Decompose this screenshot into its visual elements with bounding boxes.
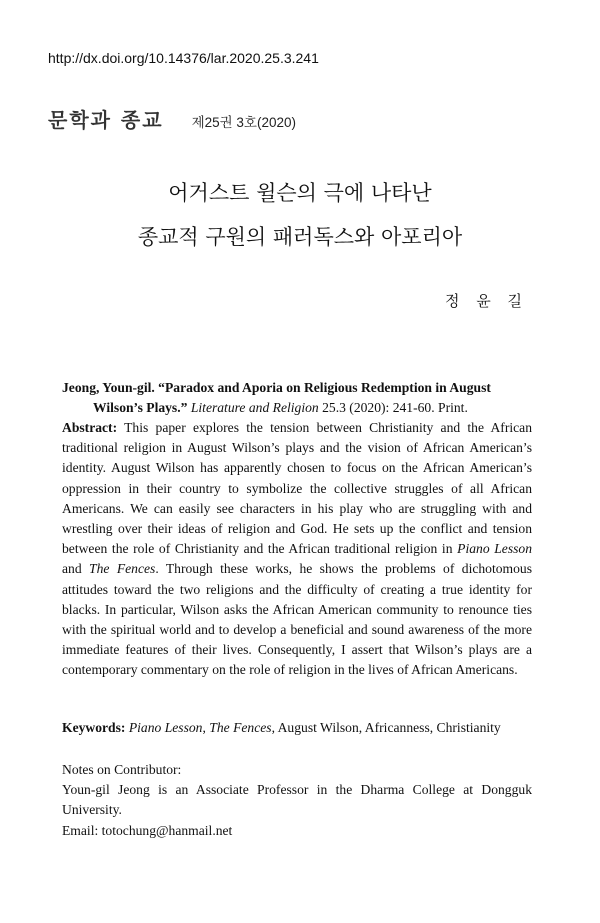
keywords-rest: , August Wilson, Africanness, Christianity xyxy=(271,720,501,735)
keywords-label: Keywords: xyxy=(62,720,126,735)
abstract xyxy=(62,418,532,681)
citation-continuation xyxy=(62,398,532,418)
abstract-and: and xyxy=(62,561,82,577)
abstract-text-2: . Through these works, he shows the problems of dichotomous attitudes toward the two religions and the difficulty of creating a true identity for blacks. In particular, Wilson asks the African American community to renounce ties with the spiritual world and to develop a beneficial and sound awareness of the more immediate features of their lives. Consequently, I assert that Wilson’s plays are a contemporary commentary on the role of religion in the lives of African Americans. xyxy=(62,561,533,678)
citation-author-title: Jeong, Youn-gil. “Paradox and Aporia on Religious Redemption in August xyxy=(62,380,491,395)
journal-header xyxy=(48,104,296,133)
keyword-2: The Fences xyxy=(209,720,272,735)
notes-heading: Notes on Contributor: xyxy=(62,762,182,777)
notes-contributor-line: Youn-gil Jeong is an Associate Professor in the Dharma College at Dongguk University. xyxy=(62,782,532,818)
issue-info: 제25권 3호(2020) xyxy=(191,115,296,130)
citation xyxy=(62,378,532,418)
author-name: 정 윤 길 xyxy=(444,292,528,310)
paper-title-line2: 종교적 구원의 패러독스와 아포리아 xyxy=(137,225,463,249)
journal-logo: 문학과 종교 xyxy=(48,108,164,132)
citation-details: 25.3 (2020): 241-60. Print. xyxy=(322,400,468,416)
contributor-notes xyxy=(62,760,532,841)
paper-title-line1: 어거스트 윌슨의 극에 나타난 xyxy=(168,181,432,205)
abstract-play-1: Piano Lesson xyxy=(457,541,533,557)
abstract-label: Abstract: xyxy=(62,420,118,435)
citation-title-end: Wilson’s Plays.” xyxy=(93,400,188,416)
notes-email[interactable]: Email: totochung@hanmail.net xyxy=(62,822,233,838)
citation-journal: Literature and Religion xyxy=(190,400,319,416)
abstract-text-1: This paper explores the tension between Christianity and the African traditional religion in August Wilson’s plays and the vision of African American’s identity. August Wilson has apparently chosen to focus on the African American’s oppression in their country to symbolize the collective struggles of all African Americans. We can easily see characters in his play who are struggling with and wrestling over their ideas of religion and God. He sets up the conflict and tension between the role of Christianity and the African traditional religion in xyxy=(62,420,533,557)
doi-link[interactable]: http://dx.doi.org/10.14376/lar.2020.25.3.241 xyxy=(48,50,319,66)
keyword-1: Piano Lesson xyxy=(128,720,203,735)
keywords: Keywords: Piano Lesson, The Fences, August Wilson, Africanness, Christianity xyxy=(62,720,501,735)
abstract-play-2: The Fences xyxy=(89,561,156,577)
